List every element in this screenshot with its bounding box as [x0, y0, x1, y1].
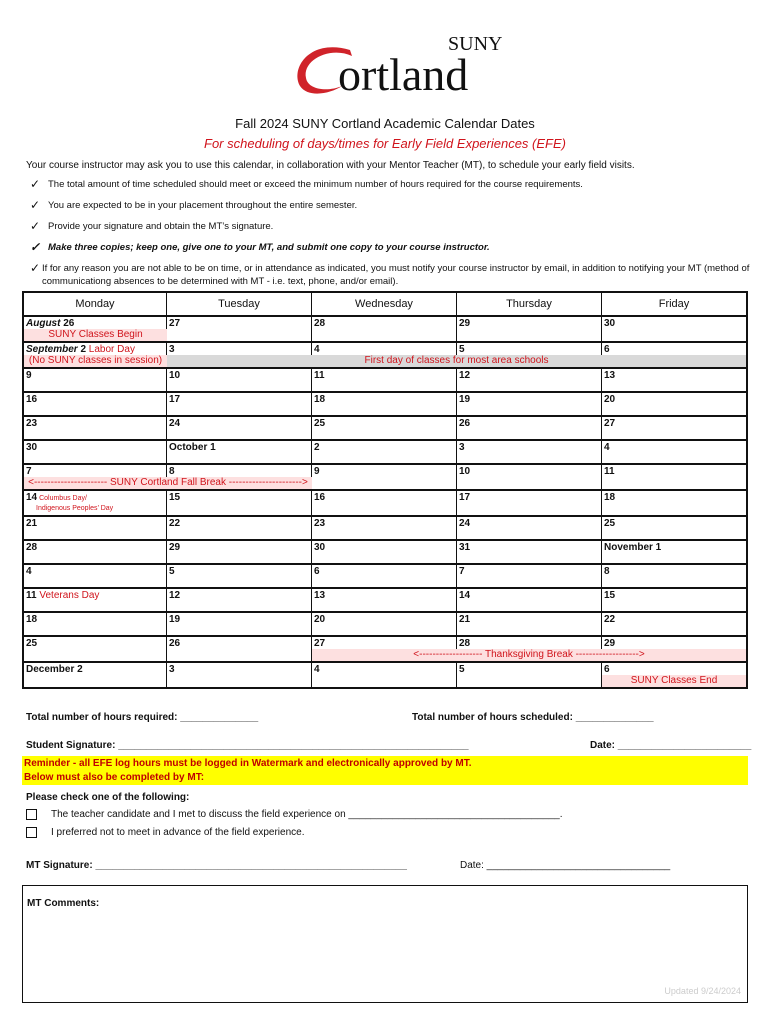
day-number: 9 — [26, 370, 32, 381]
day-number: 4 — [314, 344, 320, 355]
day-number: 10 — [169, 370, 181, 381]
day-number: 6 — [604, 664, 610, 675]
day-number: 3 — [459, 442, 465, 453]
reminder-text: Reminder - all EFE log hours must be logged in Watermark and electronically approved by MT. — [24, 758, 472, 769]
page-subtitle: For scheduling of days/times for Early Field Experiences (EFE) — [204, 136, 566, 151]
calendar-day-cell — [24, 369, 167, 391]
day-number: 10 — [459, 466, 471, 477]
calendar-day-cell — [312, 369, 457, 391]
day-number: 25 — [604, 518, 616, 529]
day-number: 26 — [63, 318, 75, 329]
checkbox[interactable] — [26, 809, 37, 820]
suny-cortland-logo — [290, 28, 510, 98]
calendar-day-cell — [602, 541, 746, 563]
day-header: Wednesday — [312, 293, 457, 315]
calendar-day-cell — [457, 369, 602, 391]
day-number: 27 — [604, 418, 616, 429]
instructions-list — [30, 178, 750, 296]
instruction-text: Provide your signature and obtain the MT’s signature. — [48, 221, 274, 232]
day-number: 17 — [459, 492, 471, 503]
check-icon: ✓ — [30, 177, 41, 191]
page-title: Fall 2024 SUNY Cortland Academic Calendar Dates — [235, 116, 535, 131]
option-label: The teacher candidate and I met to discuss the field experience on ______________________________________. — [51, 809, 563, 820]
check-icon: ✓ — [30, 261, 41, 275]
holiday-label: Columbus Day/ — [37, 495, 87, 502]
mt-date-field[interactable]: Date: _________________________________ — [460, 860, 671, 871]
calendar-day-cell — [167, 417, 312, 439]
calendar-day-cell — [24, 565, 167, 587]
calendar-day-cell — [312, 317, 457, 341]
calendar-row — [24, 565, 746, 589]
calendar-day-cell — [167, 565, 312, 587]
day-number: 22 — [169, 518, 181, 529]
day-number: 16 — [314, 492, 326, 503]
day-number: October 1 — [169, 442, 216, 453]
calendar-day-cell — [457, 465, 602, 489]
day-number: 13 — [314, 590, 326, 601]
calendar-day-cell — [24, 613, 167, 635]
calendar-day-cell — [167, 317, 312, 341]
calendar-day-cell — [602, 613, 746, 635]
day-number: 7 — [459, 566, 465, 577]
check-one-label: Please check one of the following: — [26, 792, 190, 803]
calendar-day-cell — [457, 565, 602, 587]
day-number: 23 — [314, 518, 326, 529]
day-number: 8 — [604, 566, 610, 577]
month-label: September — [26, 344, 81, 355]
day-number: 12 — [459, 370, 471, 381]
calendar-event-band: <------------------- Thanksgiving Break -------------------> — [312, 649, 746, 661]
day-number: 21 — [459, 614, 471, 625]
calendar-row — [24, 541, 746, 565]
mt-signature-field[interactable]: MT Signature: ________________________________________________________ — [26, 860, 407, 871]
day-number: 25 — [26, 638, 38, 649]
calendar-day-cell — [602, 589, 746, 611]
instruction-item — [30, 241, 750, 254]
day-number: 18 — [314, 394, 326, 405]
calendar-day-cell — [24, 517, 167, 539]
calendar-day-cell — [602, 565, 746, 587]
day-number: 4 — [604, 442, 610, 453]
day-number: 26 — [169, 638, 181, 649]
calendar-event-band: SUNY Classes End — [602, 675, 746, 687]
day-number: 27 — [314, 638, 326, 649]
instruction-item — [30, 220, 750, 233]
calendar-day-cell — [312, 613, 457, 635]
calendar-day-cell — [312, 541, 457, 563]
day-number: 15 — [169, 492, 181, 503]
day-number: 4 — [314, 664, 320, 675]
day-number: 24 — [169, 418, 181, 429]
day-number: 21 — [26, 518, 38, 529]
calendar-header — [24, 293, 746, 317]
day-number: 14 — [459, 590, 471, 601]
hours-scheduled-field[interactable]: Total number of hours scheduled: ______________ — [412, 712, 654, 723]
day-number: 28 — [26, 542, 38, 553]
calendar-day-cell — [312, 517, 457, 539]
calendar-day-cell — [602, 517, 746, 539]
holiday-label: Indigenous Peoples’ Day — [36, 505, 114, 512]
calendar-day-cell — [312, 491, 457, 515]
instruction-text: You are expected to be in your placement throughout the entire semester. — [48, 200, 358, 211]
day-number: 3 — [169, 344, 175, 355]
day-number: 23 — [26, 418, 38, 429]
calendar-day-cell — [312, 441, 457, 463]
day-number: 18 — [604, 492, 616, 503]
day-number: 14 — [26, 492, 38, 503]
day-number: 5 — [169, 566, 175, 577]
calendar-row — [24, 491, 746, 517]
calendar-day-cell — [24, 663, 167, 687]
day-number: 18 — [26, 614, 38, 625]
calendar-day-cell — [24, 417, 167, 439]
calendar-event-band: <---------------------- SUNY Cortland Fall Break ----------------------> — [24, 477, 312, 489]
day-number: 25 — [314, 418, 326, 429]
calendar-day-cell — [602, 441, 746, 463]
calendar-day-cell — [24, 541, 167, 563]
mt-comments-label: MT Comments: — [27, 898, 100, 909]
day-number: 29 — [459, 318, 471, 329]
calendar-day-cell — [457, 517, 602, 539]
day-number: 28 — [459, 638, 471, 649]
day-number: 29 — [169, 542, 181, 553]
svg-text:SUNY: SUNY — [448, 33, 503, 55]
day-number: 20 — [314, 614, 326, 625]
calendar-day-cell — [457, 441, 602, 463]
calendar-row — [24, 465, 746, 491]
calendar-day-cell — [312, 663, 457, 687]
calendar-day-cell — [602, 317, 746, 341]
day-header: Thursday — [457, 293, 602, 315]
day-number: 16 — [26, 394, 38, 405]
day-number: 5 — [459, 344, 465, 355]
calendar-day-cell — [457, 541, 602, 563]
calendar-row — [24, 589, 746, 613]
calendar-day-cell — [457, 317, 602, 341]
day-number: 5 — [459, 664, 465, 675]
option-not-met[interactable] — [26, 827, 305, 838]
day-header: Tuesday — [167, 293, 312, 315]
calendar-row — [24, 517, 746, 541]
day-number: 11 — [604, 466, 615, 477]
day-number: 2 — [314, 442, 320, 453]
calendar-day-cell — [457, 589, 602, 611]
calendar-row — [24, 343, 746, 369]
day-number: 6 — [604, 344, 610, 355]
day-number: 12 — [169, 590, 181, 601]
calendar-day-cell — [457, 417, 602, 439]
day-number: 29 — [604, 638, 616, 649]
calendar-day-cell — [167, 393, 312, 415]
updated-date: Updated 9/24/2024 — [664, 986, 741, 996]
day-number: 27 — [169, 318, 181, 329]
calendar-table — [22, 291, 748, 689]
calendar-day-cell — [167, 613, 312, 635]
day-number: 11 — [314, 370, 325, 381]
checkbox[interactable] — [26, 827, 37, 838]
calendar-day-cell — [167, 541, 312, 563]
intro-text: Your course instructor may ask you to use this calendar, in collaboration with your Mentor Teacher (MT), to schedule your early field visits. — [26, 160, 635, 171]
calendar-day-cell — [167, 441, 312, 463]
calendar-day-cell — [167, 637, 312, 661]
mt-comments-box[interactable] — [22, 885, 748, 1003]
day-number: 7 — [26, 466, 32, 477]
day-number: 20 — [604, 394, 616, 405]
calendar-row — [24, 613, 746, 637]
calendar-event-band: First day of classes for most area schools — [167, 355, 746, 367]
option-label: I preferred not to meet in advance of the field experience. — [51, 827, 305, 838]
calendar-row — [24, 369, 746, 393]
day-number: 8 — [169, 466, 175, 477]
month-label: August — [26, 318, 64, 329]
calendar-day-cell — [312, 565, 457, 587]
calendar-row — [24, 417, 746, 441]
option-met[interactable] — [26, 809, 563, 820]
holiday-label: Labor Day — [86, 344, 135, 355]
day-number: 13 — [604, 370, 616, 381]
calendar-day-cell — [602, 465, 746, 489]
calendar-row — [24, 663, 746, 687]
day-number: 30 — [604, 318, 616, 329]
day-number: 22 — [604, 614, 616, 625]
calendar-day-cell — [24, 491, 167, 515]
instruction-text: Make three copies; keep one, give one to your MT, and submit one copy to your course instructor. — [48, 242, 490, 253]
calendar-day-cell — [167, 491, 312, 515]
instruction-item — [30, 178, 750, 191]
day-number: 31 — [459, 542, 471, 553]
check-icon: ✓ — [30, 219, 41, 233]
calendar-row — [24, 637, 746, 663]
day-number: 4 — [26, 566, 32, 577]
calendar-day-cell — [312, 589, 457, 611]
calendar-event-band: (No SUNY classes in session) — [24, 355, 167, 367]
day-number: 17 — [169, 394, 181, 405]
day-number: 11 — [26, 590, 37, 601]
check-icon: ✓ — [30, 240, 41, 254]
reminder-banner — [22, 756, 748, 785]
calendar-day-cell — [167, 663, 312, 687]
day-number: 19 — [459, 394, 471, 405]
calendar-row — [24, 317, 746, 343]
calendar-day-cell — [602, 491, 746, 515]
calendar-day-cell — [312, 417, 457, 439]
day-number: 15 — [604, 590, 616, 601]
mt-completion-note: Below must also be completed by MT: — [24, 772, 205, 783]
calendar-day-cell — [167, 369, 312, 391]
calendar-day-cell — [457, 613, 602, 635]
calendar-day-cell — [167, 517, 312, 539]
day-number: 6 — [314, 566, 320, 577]
day-number: 19 — [169, 614, 181, 625]
svg-text:ortland: ortland — [338, 49, 469, 98]
calendar-row — [24, 393, 746, 417]
instruction-text: The total amount of time scheduled should meet or exceed the minimum number of hours required for the course requirements. — [48, 179, 583, 190]
day-number: 28 — [314, 318, 326, 329]
calendar-row — [24, 441, 746, 465]
day-number: 30 — [314, 542, 326, 553]
day-header: Friday — [658, 298, 690, 310]
calendar-day-cell — [24, 637, 167, 661]
calendar-day-cell — [602, 369, 746, 391]
instruction-item — [30, 262, 750, 288]
calendar-day-cell — [24, 393, 167, 415]
calendar-day-cell — [312, 393, 457, 415]
holiday-label: Veterans Day — [36, 590, 100, 601]
instruction-text: If for any reason you are not able to be on time, or in attendance as indicated, you must notify your course instructor by email, in addition to notifying your MT (method of communicationg absences to be determined with MT - i.e. text, phone, and/or email). — [41, 263, 750, 287]
day-number: December 2 — [26, 664, 83, 675]
calendar-day-cell — [24, 441, 167, 463]
calendar-event-band: SUNY Classes Begin — [24, 329, 167, 341]
day-number: 24 — [459, 518, 471, 529]
calendar-day-cell — [24, 589, 167, 611]
calendar-day-cell — [457, 491, 602, 515]
calendar-day-cell — [167, 589, 312, 611]
calendar-day-cell — [602, 393, 746, 415]
day-number: 30 — [26, 442, 38, 453]
check-icon: ✓ — [30, 198, 41, 212]
day-number: 3 — [169, 664, 175, 675]
day-number: 26 — [459, 418, 471, 429]
day-number: November 1 — [604, 542, 662, 553]
calendar-day-cell — [312, 465, 457, 489]
calendar-day-cell — [457, 393, 602, 415]
day-number: 9 — [314, 466, 320, 477]
instruction-item — [30, 199, 750, 212]
hours-required-field[interactable]: Total number of hours required: ______________ — [26, 712, 259, 723]
day-number: 2 — [80, 344, 87, 355]
day-header: Monday — [24, 293, 167, 315]
student-date-field[interactable]: Date: ________________________ — [590, 740, 752, 751]
student-signature-field[interactable]: Student Signature: _______________________________________________________________ — [26, 740, 469, 751]
calendar-day-cell — [457, 663, 602, 687]
calendar-day-cell — [602, 417, 746, 439]
